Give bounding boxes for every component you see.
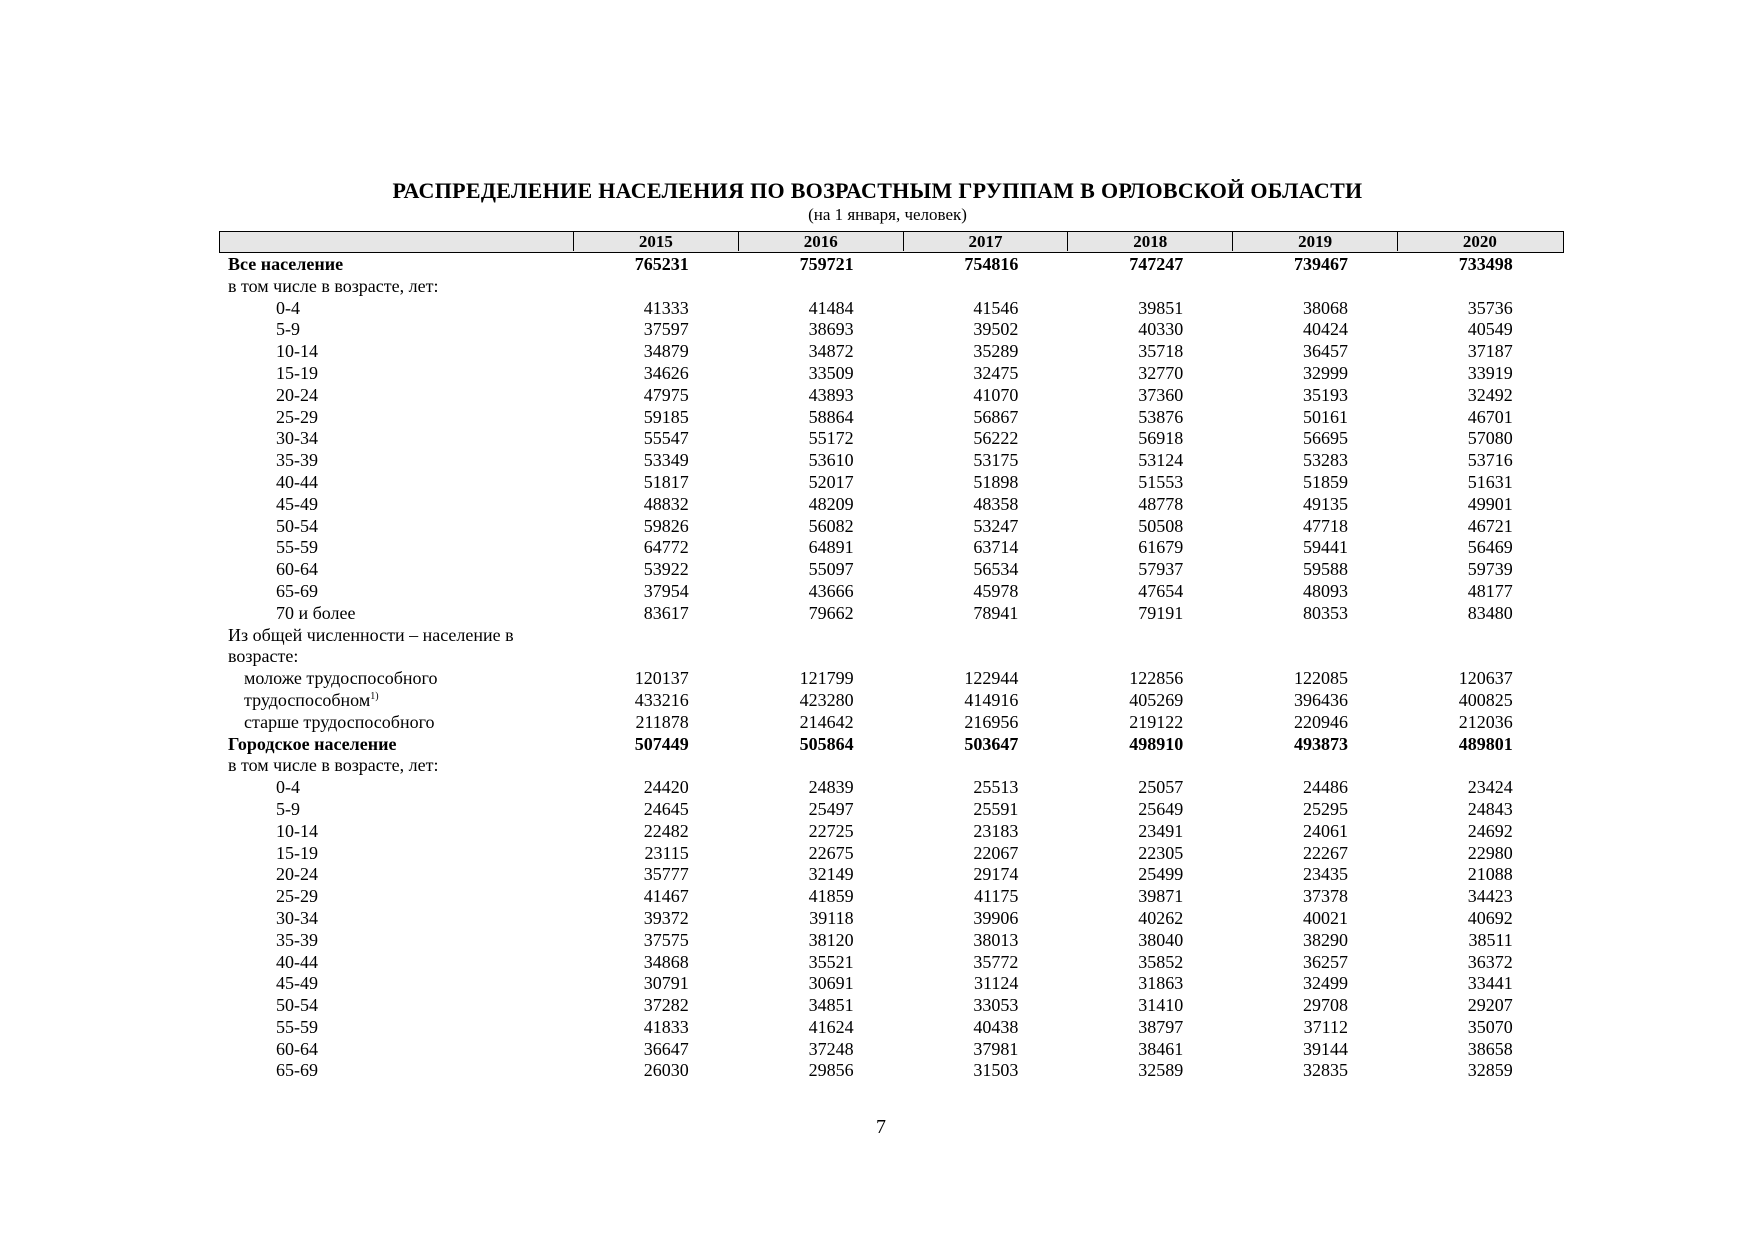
cell-2018: 51553 — [1138, 471, 1184, 492]
table-row — [219, 407, 1564, 429]
cell-2015: 507449 — [634, 733, 689, 754]
cell-2020: 24692 — [1467, 820, 1513, 841]
table-row — [219, 821, 1564, 843]
row-label: Все население — [228, 254, 344, 274]
cell-2015: 37575 — [643, 929, 689, 950]
table-row — [219, 494, 1564, 516]
cell-2015: 120137 — [634, 668, 689, 689]
cell-2015: 83617 — [643, 602, 689, 623]
cell-2019: 24486 — [1303, 777, 1348, 798]
cell-2020: 40549 — [1467, 319, 1513, 340]
row-label: старше трудоспособного — [244, 711, 435, 732]
cell-2017: 39502 — [973, 319, 1019, 340]
table-row — [219, 472, 1564, 494]
cell-2017: 754816 — [964, 254, 1019, 274]
cell-2017: 216956 — [964, 711, 1019, 732]
cell-2020: 36372 — [1467, 951, 1513, 972]
row-label: 30-34 — [276, 907, 318, 928]
cell-2020: 400825 — [1458, 689, 1513, 710]
cell-2017: 56222 — [973, 428, 1019, 449]
row-label: 20-24 — [276, 384, 318, 405]
cell-2018: 25649 — [1138, 798, 1184, 819]
cell-2016: 214642 — [799, 711, 854, 732]
cell-2017: 35772 — [973, 951, 1019, 972]
row-label: 25-29 — [276, 886, 318, 907]
row-label: 50-54 — [276, 515, 318, 536]
header-year-2016: 2016 — [738, 232, 903, 251]
row-label: в том числе в возрасте, лет: — [228, 755, 439, 776]
cell-2017: 31124 — [974, 973, 1019, 994]
cell-2020: 83480 — [1467, 602, 1513, 623]
cell-2017: 22067 — [973, 842, 1019, 863]
cell-2015: 41467 — [643, 886, 689, 907]
cell-2015: 37282 — [643, 995, 689, 1016]
cell-2015: 39372 — [643, 907, 689, 928]
cell-2016: 25497 — [808, 798, 854, 819]
cell-2018: 38040 — [1138, 929, 1184, 950]
cell-2018: 38797 — [1138, 1016, 1184, 1037]
table-row — [219, 646, 1564, 668]
footnote-marker: 1) — [370, 690, 379, 702]
table-row — [219, 777, 1564, 799]
cell-2015: 24420 — [643, 777, 689, 798]
cell-2020: 48177 — [1467, 580, 1513, 601]
cell-2019: 36257 — [1303, 951, 1348, 972]
cell-2017: 37981 — [973, 1038, 1019, 1059]
cell-2020: 32859 — [1467, 1060, 1513, 1081]
cell-2015: 37597 — [643, 319, 689, 340]
table-row — [219, 516, 1564, 538]
table-row — [219, 690, 1564, 712]
cell-2018: 32770 — [1138, 362, 1184, 383]
table-row — [219, 1060, 1564, 1082]
page-number: 7 — [876, 1116, 886, 1138]
cell-2016: 38693 — [808, 319, 854, 340]
cell-2016: 58864 — [808, 406, 854, 427]
cell-2015: 53922 — [643, 559, 689, 580]
cell-2016: 29856 — [808, 1060, 854, 1081]
cell-2016: 24839 — [808, 777, 854, 798]
row-label: 40-44 — [276, 951, 318, 972]
table-row — [219, 843, 1564, 865]
cell-2017: 35289 — [973, 341, 1019, 362]
cell-2020: 56469 — [1467, 537, 1513, 558]
cell-2018: 22305 — [1138, 842, 1184, 863]
table-row — [219, 428, 1564, 450]
cell-2020: 24843 — [1467, 798, 1513, 819]
cell-2016: 34851 — [808, 995, 854, 1016]
header-year-2017: 2017 — [903, 232, 1068, 251]
row-label: 70 и более — [276, 602, 356, 623]
row-label: 60-64 — [276, 1038, 318, 1059]
table-row — [219, 973, 1564, 995]
cell-2018: 32589 — [1138, 1060, 1184, 1081]
table-row — [219, 603, 1564, 625]
cell-2016: 79662 — [808, 602, 854, 623]
cell-2019: 38068 — [1303, 297, 1348, 318]
cell-2020: 29207 — [1467, 995, 1513, 1016]
cell-2017: 31503 — [973, 1060, 1019, 1081]
row-label: 65-69 — [276, 580, 318, 601]
cell-2020: 37187 — [1467, 341, 1513, 362]
cell-2015: 41833 — [643, 1016, 689, 1037]
cell-2020: 33919 — [1467, 362, 1513, 383]
cell-2017: 40438 — [973, 1016, 1019, 1037]
cell-2017: 41070 — [973, 384, 1019, 405]
row-label: 20-24 — [276, 864, 318, 885]
cell-2017: 56534 — [973, 559, 1019, 580]
cell-2020: 733498 — [1458, 254, 1513, 274]
cell-2019: 51859 — [1303, 471, 1348, 492]
cell-2018: 498910 — [1129, 733, 1184, 754]
cell-2015: 36647 — [643, 1038, 689, 1059]
cell-2015: 51817 — [643, 471, 689, 492]
header-year-2020: 2020 — [1397, 232, 1562, 251]
table-row — [219, 995, 1564, 1017]
cell-2015: 211878 — [635, 711, 689, 732]
cell-2019: 56695 — [1303, 428, 1348, 449]
cell-2018: 31410 — [1138, 995, 1184, 1016]
cell-2020: 59739 — [1467, 559, 1513, 580]
cell-2016: 48209 — [808, 493, 854, 514]
cell-2017: 53247 — [973, 515, 1019, 536]
row-label: 10-14 — [276, 341, 318, 362]
cell-2017: 51898 — [973, 471, 1019, 492]
table-row — [219, 363, 1564, 385]
cell-2016: 55097 — [808, 559, 854, 580]
cell-2016: 33509 — [808, 362, 854, 383]
table-row — [219, 668, 1564, 690]
cell-2015: 34879 — [643, 341, 689, 362]
cell-2020: 51631 — [1467, 471, 1513, 492]
cell-2016: 52017 — [808, 471, 854, 492]
table-row — [219, 755, 1564, 777]
cell-2019: 25295 — [1303, 798, 1348, 819]
cell-2019: 32499 — [1303, 973, 1348, 994]
cell-2018: 35718 — [1138, 341, 1184, 362]
cell-2019: 220946 — [1294, 711, 1348, 732]
cell-2019: 40424 — [1303, 319, 1348, 340]
cell-2018: 23491 — [1138, 820, 1184, 841]
cell-2017: 39906 — [973, 907, 1019, 928]
cell-2017: 38013 — [973, 929, 1019, 950]
cell-2016: 41484 — [808, 297, 854, 318]
cell-2020: 33441 — [1467, 973, 1513, 994]
cell-2016: 423280 — [799, 689, 854, 710]
cell-2018: 35852 — [1138, 951, 1184, 972]
cell-2018: 37360 — [1138, 384, 1184, 405]
cell-2018: 40330 — [1138, 319, 1184, 340]
cell-2019: 37378 — [1303, 886, 1348, 907]
row-label: 45-49 — [276, 493, 318, 514]
cell-2015: 34626 — [643, 362, 689, 383]
cell-2019: 35193 — [1303, 384, 1348, 405]
cell-2016: 56082 — [808, 515, 854, 536]
row-label: 65-69 — [276, 1060, 318, 1081]
cell-2018: 56918 — [1138, 428, 1184, 449]
cell-2020: 23424 — [1467, 777, 1513, 798]
cell-2015: 59185 — [643, 406, 689, 427]
table-body — [219, 254, 1564, 1082]
row-label: 35-39 — [276, 450, 318, 471]
cell-2019: 24061 — [1303, 820, 1348, 841]
cell-2017: 45978 — [973, 580, 1019, 601]
row-label: Городское население — [228, 733, 397, 754]
cell-2017: 53175 — [973, 450, 1019, 471]
row-label: 5-9 — [276, 319, 300, 340]
row-label: 55-59 — [276, 1016, 318, 1037]
cell-2015: 433216 — [634, 689, 689, 710]
cell-2015: 22482 — [643, 820, 689, 841]
cell-2019: 59441 — [1303, 537, 1348, 558]
row-label: 0-4 — [276, 777, 300, 798]
row-label: 30-34 — [276, 428, 318, 449]
cell-2016: 41624 — [808, 1016, 854, 1037]
cell-2016: 34872 — [808, 341, 854, 362]
cell-2016: 55172 — [808, 428, 854, 449]
cell-2016: 41859 — [808, 886, 854, 907]
cell-2018: 57937 — [1138, 559, 1184, 580]
cell-2018: 53876 — [1138, 406, 1184, 427]
cell-2020: 35736 — [1467, 297, 1513, 318]
cell-2016: 22675 — [808, 842, 854, 863]
cell-2016: 32149 — [808, 864, 854, 885]
row-label: 25-29 — [276, 406, 318, 427]
cell-2019: 22267 — [1303, 842, 1348, 863]
cell-2018: 122856 — [1129, 668, 1184, 689]
row-label: 35-39 — [276, 929, 318, 950]
cell-2019: 29708 — [1303, 995, 1348, 1016]
cell-2020: 53716 — [1467, 450, 1513, 471]
cell-2015: 765231 — [634, 254, 689, 274]
table-row — [219, 319, 1564, 341]
cell-2016: 759721 — [799, 254, 854, 274]
table-row — [219, 581, 1564, 603]
table-row — [219, 298, 1564, 320]
cell-2015: 41333 — [643, 297, 689, 318]
cell-2018: 25499 — [1138, 864, 1184, 885]
table-row — [219, 450, 1564, 472]
cell-2018: 61679 — [1138, 537, 1184, 558]
cell-2020: 21088 — [1467, 864, 1513, 885]
cell-2019: 122085 — [1294, 668, 1348, 689]
header-year-2018: 2018 — [1067, 232, 1232, 251]
cell-2016: 30691 — [808, 973, 854, 994]
cell-2020: 22980 — [1467, 842, 1513, 863]
cell-2015: 23115 — [644, 842, 689, 863]
cell-2018: 50508 — [1138, 515, 1184, 536]
cell-2016: 64891 — [808, 537, 854, 558]
table-row — [219, 734, 1564, 756]
table-row — [219, 625, 1564, 647]
cell-2019: 493873 — [1294, 733, 1348, 754]
cell-2019: 32835 — [1303, 1060, 1348, 1081]
table-row — [219, 799, 1564, 821]
cell-2020: 35070 — [1467, 1016, 1513, 1037]
cell-2019: 48093 — [1303, 580, 1348, 601]
row-label: 0-4 — [276, 297, 300, 318]
cell-2019: 47718 — [1303, 515, 1348, 536]
cell-2015: 24645 — [643, 798, 689, 819]
table-row — [219, 952, 1564, 974]
cell-2018: 39851 — [1138, 297, 1184, 318]
header-year-2015: 2015 — [573, 232, 738, 251]
table-row — [219, 908, 1564, 930]
header-year-2019: 2019 — [1232, 232, 1397, 251]
row-label: возрасте: — [228, 646, 299, 667]
cell-2020: 120637 — [1458, 668, 1513, 689]
row-label: 10-14 — [276, 820, 318, 841]
cell-2017: 41175 — [974, 886, 1019, 907]
cell-2018: 38461 — [1138, 1038, 1184, 1059]
table-row — [219, 341, 1564, 363]
table-row — [219, 864, 1564, 886]
cell-2017: 29174 — [973, 864, 1019, 885]
cell-2016: 39118 — [809, 907, 854, 928]
cell-2019: 37112 — [1303, 1016, 1348, 1037]
cell-2015: 26030 — [643, 1060, 689, 1081]
cell-2016: 37248 — [808, 1038, 854, 1059]
cell-2015: 35777 — [643, 864, 689, 885]
row-label: 45-49 — [276, 973, 318, 994]
cell-2016: 121799 — [799, 668, 854, 689]
cell-2016: 43893 — [808, 384, 854, 405]
cell-2020: 212036 — [1458, 711, 1513, 732]
cell-2017: 23183 — [973, 820, 1019, 841]
row-label: в том числе в возрасте, лет: — [228, 275, 439, 296]
row-label: трудоспособном$^{1)}$ — [244, 689, 379, 710]
row-label: Из общей численности – население в — [228, 624, 514, 645]
cell-2016: 53610 — [808, 450, 854, 471]
cell-2020: 46721 — [1467, 515, 1513, 536]
cell-2017: 32475 — [973, 362, 1019, 383]
cell-2020: 32492 — [1467, 384, 1513, 405]
cell-2017: 503647 — [964, 733, 1019, 754]
cell-2018: 747247 — [1129, 254, 1184, 274]
cell-2020: 49901 — [1467, 493, 1513, 514]
cell-2018: 219122 — [1129, 711, 1184, 732]
table-row — [219, 385, 1564, 407]
table-header — [219, 231, 1564, 253]
cell-2017: 63714 — [973, 537, 1019, 558]
cell-2019: 50161 — [1303, 406, 1348, 427]
cell-2019: 32999 — [1303, 362, 1348, 383]
table-row — [219, 712, 1564, 734]
cell-2017: 56867 — [973, 406, 1019, 427]
row-label: 5-9 — [276, 798, 300, 819]
cell-2019: 23435 — [1303, 864, 1348, 885]
cell-2015: 34868 — [643, 951, 689, 972]
cell-2018: 39871 — [1138, 886, 1184, 907]
cell-2017: 33053 — [973, 995, 1019, 1016]
cell-2017: 78941 — [973, 602, 1019, 623]
cell-2020: 489801 — [1458, 733, 1513, 754]
table-row — [219, 1039, 1564, 1061]
cell-2016: 22725 — [808, 820, 854, 841]
cell-2019: 36457 — [1303, 341, 1348, 362]
cell-2016: 35521 — [808, 951, 854, 972]
table-row — [219, 930, 1564, 952]
cell-2019: 40021 — [1303, 907, 1348, 928]
cell-2015: 53349 — [643, 450, 689, 471]
table-row — [219, 276, 1564, 298]
cell-2019: 59588 — [1303, 559, 1348, 580]
cell-2020: 57080 — [1467, 428, 1513, 449]
row-label: 15-19 — [276, 842, 318, 863]
cell-2019: 396436 — [1294, 689, 1348, 710]
document-title: РАСПРЕДЕЛЕНИЕ НАСЕЛЕНИЯ ПО ВОЗРАСТНЫМ ГРУППАМ В ОРЛОВСКОЙ ОБЛАСТИ — [392, 178, 1363, 203]
cell-2017: 25513 — [973, 777, 1019, 798]
table-row — [219, 1017, 1564, 1039]
table-row — [219, 559, 1564, 581]
cell-2015: 64772 — [643, 537, 689, 558]
cell-2017: 48358 — [973, 493, 1019, 514]
row-label: 15-19 — [276, 362, 318, 383]
cell-2019: 38290 — [1303, 929, 1348, 950]
cell-2015: 55547 — [643, 428, 689, 449]
cell-2016: 505864 — [799, 733, 854, 754]
cell-2020: 34423 — [1467, 886, 1513, 907]
cell-2017: 414916 — [964, 689, 1019, 710]
cell-2020: 38658 — [1467, 1038, 1513, 1059]
cell-2016: 38120 — [808, 929, 854, 950]
cell-2015: 30791 — [643, 973, 689, 994]
cell-2020: 38511 — [1468, 929, 1513, 950]
cell-2017: 25591 — [973, 798, 1019, 819]
cell-2019: 39144 — [1303, 1038, 1348, 1059]
cell-2018: 48778 — [1138, 493, 1184, 514]
cell-2018: 25057 — [1138, 777, 1184, 798]
cell-2015: 37954 — [643, 580, 689, 601]
cell-2016: 43666 — [808, 580, 854, 601]
table-row — [219, 886, 1564, 908]
cell-2018: 53124 — [1138, 450, 1184, 471]
row-label: 60-64 — [276, 559, 318, 580]
cell-2020: 46701 — [1467, 406, 1513, 427]
cell-2019: 739467 — [1294, 254, 1348, 274]
cell-2015: 47975 — [643, 384, 689, 405]
row-label: 55-59 — [276, 537, 318, 558]
cell-2018: 31863 — [1138, 973, 1184, 994]
cell-2019: 49135 — [1303, 493, 1348, 514]
cell-2017: 41546 — [973, 297, 1019, 318]
row-label: моложе трудоспособного — [244, 668, 438, 689]
cell-2018: 405269 — [1129, 689, 1184, 710]
cell-2019: 80353 — [1303, 602, 1348, 623]
cell-2018: 47654 — [1138, 580, 1184, 601]
cell-2017: 122944 — [964, 668, 1019, 689]
cell-2018: 40262 — [1138, 907, 1184, 928]
table-row — [219, 254, 1564, 276]
cell-2015: 48832 — [643, 493, 689, 514]
cell-2020: 40692 — [1467, 907, 1513, 928]
row-label: 40-44 — [276, 471, 318, 492]
cell-2018: 79191 — [1138, 602, 1184, 623]
cell-2015: 59826 — [643, 515, 689, 536]
table-row — [219, 537, 1564, 559]
cell-2019: 53283 — [1303, 450, 1348, 471]
document-subtitle: (на 1 января, человек) — [808, 205, 967, 224]
row-label: 50-54 — [276, 995, 318, 1016]
